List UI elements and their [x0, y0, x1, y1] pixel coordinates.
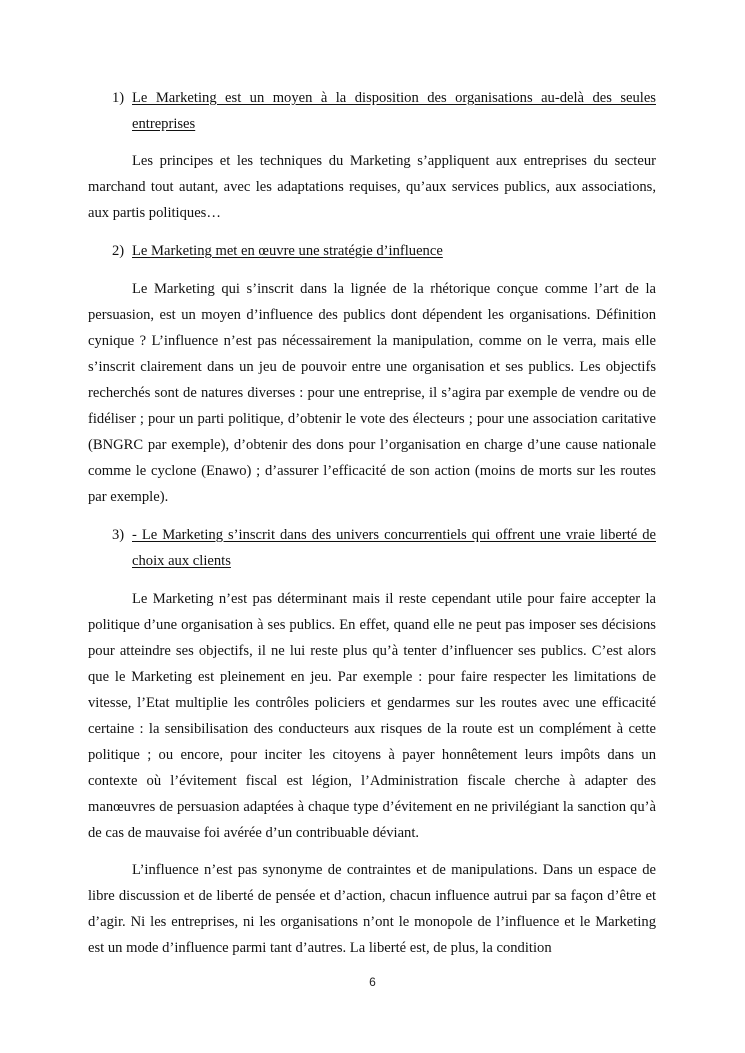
paragraph-2: Le Marketing qui s’inscrit dans la lignée de la rhétorique conçue comme l’art de la persuasion, est un moyen d’influence des publics dont dépendent les organisations. Définition cynique ? L’influence n’est pas nécessairement la manipulation, comme on le verra, mais elle s’inscrit clairement dans un jeu de pouvoir entre une organisation et ses publics. Les objectifs recherchés sont de natures diverses : pour une entreprise, il s’agira par exemple de vendre ou de fidéliser ; pour un parti politique, d’obtenir le vote des électeurs ; pour une association caritative (BNGRC par exemple), d’obtenir des dons pour l’organisation en charge d’une cause nationale comme le cyclone (Enawo) ; d’assurer l’efficacité de son action (moins de morts sur les routes par exemple). [88, 281, 656, 505]
paragraph-4: L’influence n’est pas synonyme de contraintes et de manipulations. Dans un espace de libre discussion et de liberté de pensée et d’action, chacun influence autrui par sa façon d’être et d’agir. Ni les entreprises, ni les organisations n’ont le monopole de l’influence et le Marketing est un mode d’influence parmi tant d’autres. La liberté est, de plus, la condition [88, 862, 656, 956]
heading-text: - Le Marketing s’inscrit dans des univers concurrentiels qui offrent une vraie liberté de choix aux clients [132, 527, 656, 569]
paragraph-1: Les principes et les techniques du Marketing s’appliquent aux entreprises du secteur marchand tout autant, avec les adaptations requises, qu’aux services publics, aux associations, aux partis politiques… [88, 153, 656, 221]
page-number: 6 [369, 975, 376, 989]
paragraph-3: Le Marketing n’est pas déterminant mais il reste cependant utile pour faire accepter la politique d’une organisation à ses publics. En effet, quand elle ne peut pas imposer ses décisions pour atteindre ses objectifs, il ne lui reste plus qu’à tenter d’influencer ses publics. C’est alors que le Marketing est pleinement en jeu. Par exemple : pour faire respecter les limitations de vitesse, l’Etat multiplie les contrôles policiers et gendarmes sur les routes avec une efficacité certaine : la sensibilisation des conducteurs aux risques de la route est un complément à cette politique ; ou encore, pour inciter les citoyens à payer honnêtement leurs impôts dans un contexte où l’évitement fiscal est légion, l’Administration fiscale cherche à adapter des manœuvres de persuasion adaptées à chaque type d’évitement en ne privilégiant la sanction qu’à de cas de mauvaise foi avérée d’un contribuable déviant. [88, 591, 656, 841]
heading-number: 2) [112, 243, 125, 259]
heading-number: 3) [112, 527, 125, 543]
section-heading-2 [88, 238, 656, 264]
section-heading-1 [88, 85, 656, 137]
heading-number: 1) [112, 90, 125, 106]
heading-text: Le Marketing met en œuvre une stratégie d’influence [132, 243, 443, 259]
section-heading-3 [88, 522, 656, 574]
heading-text: Le Marketing est un moyen à la disposition des organisations au-delà des seules entreprises [132, 90, 656, 132]
